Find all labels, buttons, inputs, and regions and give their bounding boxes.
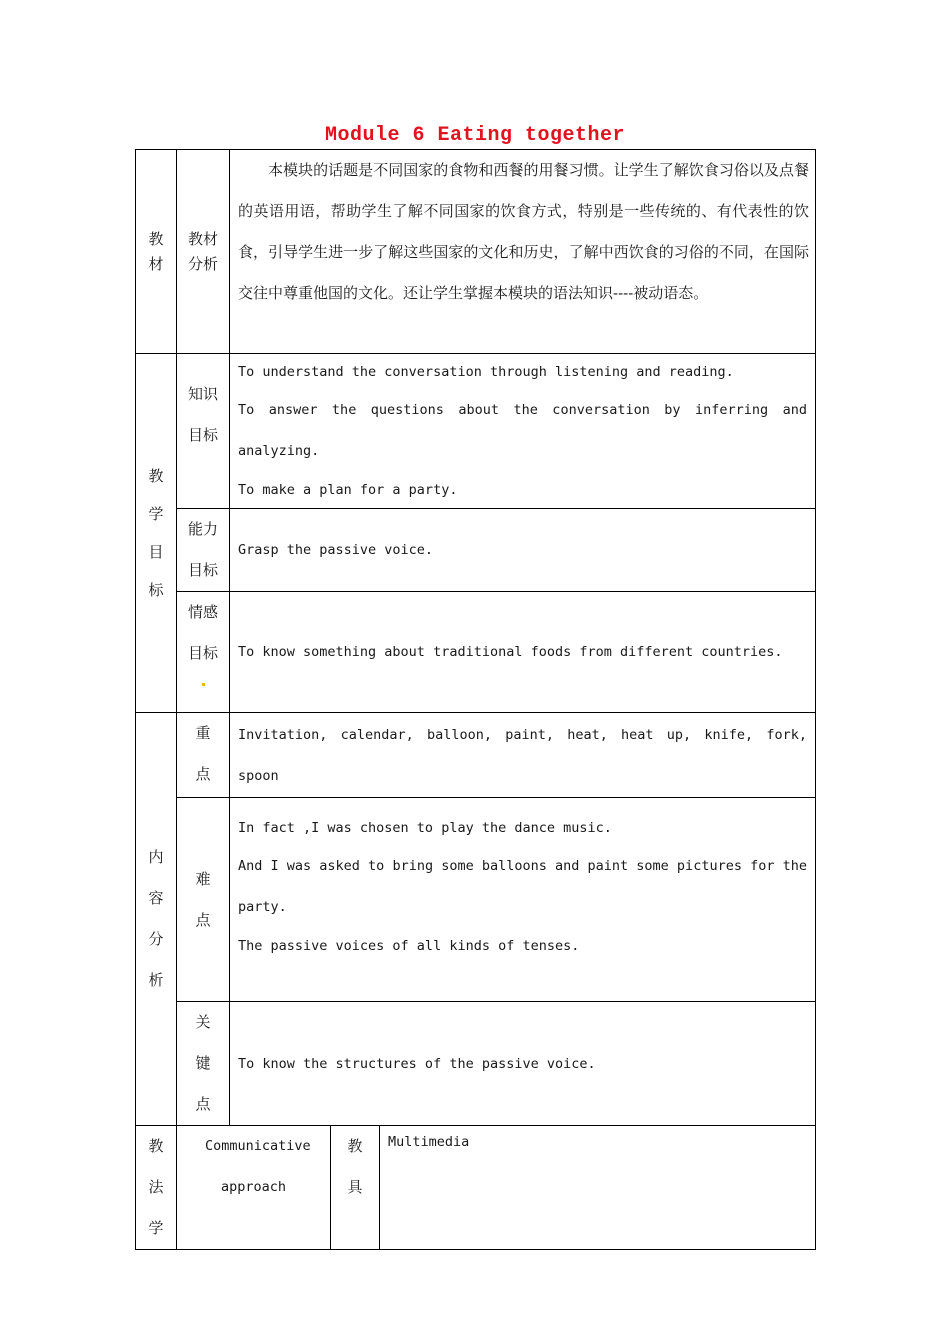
knowledge-line-2: To answer the questions about the conversation by inferring and analyzing. xyxy=(238,402,807,459)
textbook-label: 教材 xyxy=(148,229,164,273)
crucial-points-row xyxy=(136,1002,816,1126)
textbook-analysis-text: 本模块的话题是不同国家的食物和西餐的用餐习惯。让学生了解饮食习俗以及点餐的英语用语，帮助学生了解不同国家的饮食方式，特别是一些传统的、有代表性的饮食，引导学生进一步了解这些国家的文化和历史，了解中西饮食的习俗的不同，在国际交往中尊重他国的文化。还让学生掌握本模块的语法知识----被动语态。 xyxy=(238,161,809,302)
methods-value-cell xyxy=(177,1126,331,1250)
difficult-content-cell xyxy=(230,798,816,1002)
key-points-content-cell xyxy=(230,713,816,798)
knowledge-objective-row xyxy=(136,354,816,509)
key-points-text: Invitation, calendar, balloon, paint, heat, heat up, knife, fork, spoon xyxy=(238,727,807,784)
crucial-label-cell xyxy=(177,1002,230,1126)
difficult-line-1: In fact ,I was chosen to play the dance music. xyxy=(238,820,612,836)
knowledge-content-cell xyxy=(230,354,816,509)
aids-value-cell xyxy=(380,1126,816,1250)
ability-label-cell xyxy=(177,509,230,592)
content-label: 内容分析 xyxy=(148,848,164,989)
emotion-content-cell xyxy=(230,592,816,713)
methods-value: Communicative approach xyxy=(205,1138,311,1195)
ability-label: 能力目标 xyxy=(188,520,219,579)
key-points-label-cell xyxy=(177,713,230,798)
ability-text: Grasp the passive voice. xyxy=(238,542,434,558)
emotion-text: To know something about traditional foods from different countries. xyxy=(238,644,783,660)
textbook-row xyxy=(136,150,816,354)
difficult-points-row xyxy=(136,798,816,1002)
lesson-plan-table xyxy=(135,149,816,1250)
difficult-label-cell xyxy=(177,798,230,1002)
textbook-analysis-cell xyxy=(230,150,816,354)
textbook-analysis-label: 教材分析 xyxy=(188,229,219,273)
emotion-objective-row xyxy=(136,592,816,713)
crucial-content-cell xyxy=(230,1002,816,1126)
objectives-label-cell xyxy=(136,354,177,713)
methods-label: 教法学 xyxy=(148,1137,164,1237)
emotion-mark xyxy=(177,674,229,686)
aids-label: 教具 xyxy=(347,1137,363,1196)
difficult-line-2: And I was asked to bring some balloons and paint some pictures for the party. xyxy=(238,858,807,915)
key-points-row xyxy=(136,713,816,798)
methods-label-cell xyxy=(136,1126,177,1250)
difficult-label: 难点 xyxy=(195,869,211,929)
emotion-label: 情感目标 xyxy=(188,603,219,662)
difficult-line-3: The passive voices of all kinds of tenses. xyxy=(238,938,580,954)
objectives-label: 教学目标 xyxy=(148,467,164,599)
aids-value: Multimedia xyxy=(388,1134,470,1150)
knowledge-line-1: To understand the conversation through listening and reading. xyxy=(238,364,734,380)
page-title: Module 6 Eating together xyxy=(324,124,626,147)
methods-row xyxy=(136,1126,816,1250)
content-label-cell xyxy=(136,713,177,1126)
knowledge-label: 知识目标 xyxy=(188,385,219,444)
textbook-analysis-label-cell xyxy=(177,150,230,354)
textbook-label-cell xyxy=(136,150,177,354)
ability-objective-row xyxy=(136,509,816,592)
emotion-label-cell xyxy=(177,592,230,713)
crucial-label: 关键点 xyxy=(195,1013,211,1113)
knowledge-line-3: To make a plan for a party. xyxy=(238,482,458,498)
aids-label-cell xyxy=(331,1126,380,1250)
crucial-text: To know the structures of the passive voice. xyxy=(238,1055,596,1072)
ability-content-cell xyxy=(230,509,816,592)
key-points-label: 重点 xyxy=(195,724,211,783)
knowledge-label-cell xyxy=(177,354,230,509)
